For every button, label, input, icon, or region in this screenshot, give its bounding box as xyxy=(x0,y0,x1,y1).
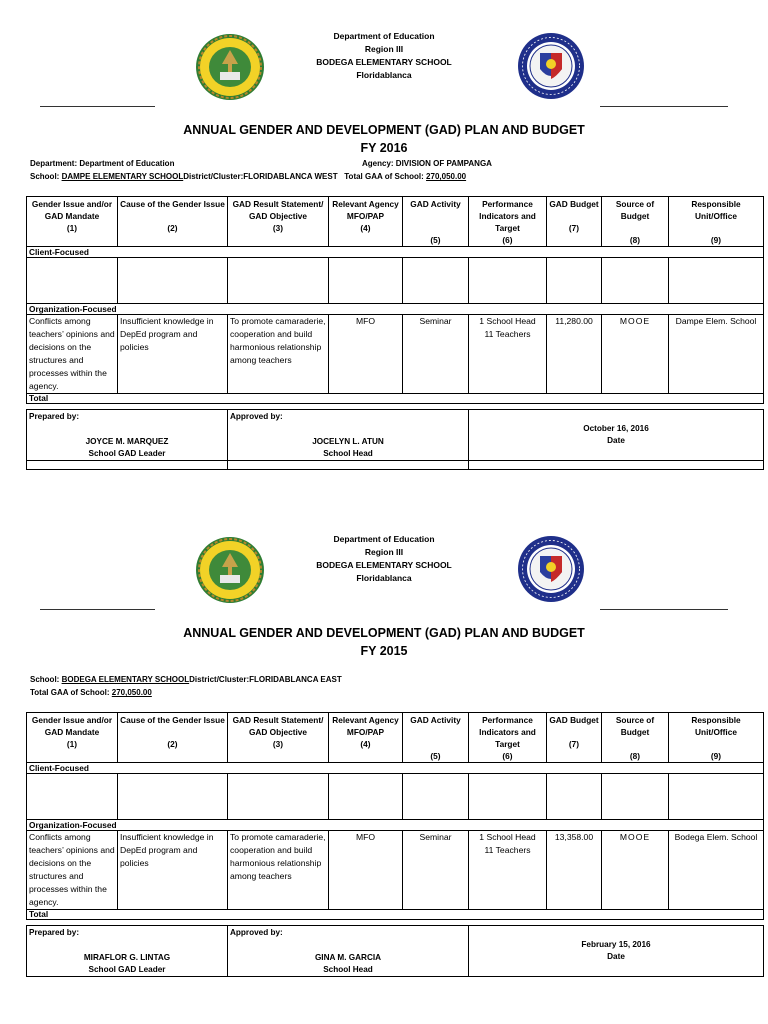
objective-cell: To promote camaraderie, cooperation and build harmonious relationship among teachers xyxy=(228,315,329,394)
table-row xyxy=(27,258,764,304)
issue-cell: Conflicts among teachers’ opinions and decisions on the structures and processes within the agency. xyxy=(27,831,118,910)
mfo-cell: MFO xyxy=(329,831,403,910)
source-cell: MOOE xyxy=(602,831,669,910)
section-label: Organization-Focused xyxy=(27,820,764,831)
col-header: Cause of the Gender Issue (2) xyxy=(118,197,228,247)
col-header: GAD Budget (7) xyxy=(547,197,602,247)
org-focused-row xyxy=(27,304,764,315)
date-label: Date xyxy=(607,952,625,961)
letterhead xyxy=(0,529,768,609)
approved-role: School Head xyxy=(323,965,373,974)
org-focused-row xyxy=(27,820,764,831)
sign-date: February 15, 2016 xyxy=(581,940,651,949)
school-label: School: xyxy=(30,675,60,684)
col-header: Cause of the Gender Issue (2) xyxy=(118,713,228,763)
total-label: Total xyxy=(27,910,764,920)
plan-title: ANNUAL GENDER AND DEVELOPMENT (GAD) PLAN AND BUDGET xyxy=(183,123,585,137)
fiscal-year: FY 2016 xyxy=(360,141,408,155)
header-rule-left xyxy=(40,609,155,610)
school-value: DAMPE ELEMENTARY SCHOOL xyxy=(61,172,184,181)
gaa-value: 270,050.00 xyxy=(426,172,467,181)
total-row xyxy=(27,910,764,920)
prepared-name: MIRAFLOR G. LINTAG xyxy=(83,953,171,962)
col-header: Source of Budget (8) xyxy=(602,713,669,763)
header-rule-right xyxy=(600,609,728,610)
dept-name: Department of Education xyxy=(333,534,435,544)
header-rule-left xyxy=(40,106,155,107)
agency-line xyxy=(362,159,492,168)
signatories-table xyxy=(26,409,764,470)
prepared-role: School GAD Leader xyxy=(88,965,166,974)
school-line xyxy=(30,172,466,181)
gad-plan-table xyxy=(26,196,764,404)
approved-by-cell: Approved by: JOCELYN L. ATUN School Head xyxy=(228,410,469,461)
agency-value: DIVISION OF PAMPANGA xyxy=(395,159,492,168)
fiscal-year: FY 2015 xyxy=(360,644,408,658)
col-header: Relevant Agency MFO/PAP (4) xyxy=(329,713,403,763)
col-header: GAD Result Statement/ GAD Objective (3) xyxy=(228,713,329,763)
plan-title: ANNUAL GENDER AND DEVELOPMENT (GAD) PLAN AND BUDGET xyxy=(183,626,585,640)
agency-label: Agency: xyxy=(362,159,394,168)
gad-plan-table xyxy=(26,712,764,920)
approved-name: GINA M. GARCIA xyxy=(314,953,382,962)
signatories-table xyxy=(26,925,764,977)
letterhead-text xyxy=(0,533,768,585)
total-label: Total xyxy=(27,394,764,404)
table-row xyxy=(27,774,764,820)
col-header: Responsible Unit/Office (9) xyxy=(669,713,764,763)
school-name: BODEGA ELEMENTARY SCHOOL xyxy=(316,57,452,67)
mfo-cell: MFO xyxy=(329,315,403,394)
approved-role: School Head xyxy=(323,449,373,458)
district-value: District/Cluster:FLORIDABLANCA EAST xyxy=(189,675,342,684)
table-header-row xyxy=(27,713,764,763)
col-header: GAD Activity (5) xyxy=(403,197,469,247)
department-label: Department: Department of Education xyxy=(30,159,175,168)
activity-cell: Seminar xyxy=(403,831,469,910)
table-row xyxy=(27,831,764,910)
objective-cell: To promote camaraderie, cooperation and build harmonious relationship among teachers xyxy=(228,831,329,910)
col-header: Gender Issue and/or GAD Mandate (1) xyxy=(27,713,118,763)
cause-cell: Insufficient knowledge in DepEd program and policies xyxy=(118,315,228,394)
prepared-by-cell: Prepared by: MIRAFLOR G. LINTAG School GAD Leader xyxy=(27,926,228,977)
sign-date: October 16, 2016 xyxy=(583,424,649,433)
town-name: Floridablanca xyxy=(356,70,412,80)
source-cell: MOOE xyxy=(602,315,669,394)
gaa-value: 270,050.00 xyxy=(111,688,152,697)
district-value: District/Cluster:FLORIDABLANCA WEST xyxy=(183,172,338,181)
section-label: Client-Focused xyxy=(27,247,764,258)
prepared-by-cell: Prepared by: JOYCE M. MARQUEZ School GAD Leader xyxy=(27,410,228,461)
town-name: Floridablanca xyxy=(356,573,412,583)
school-value: BODEGA ELEMENTARY SCHOOL xyxy=(61,675,190,684)
date-cell xyxy=(469,926,764,977)
col-header: Performance Indicators and Target (6) xyxy=(469,197,547,247)
section-label: Client-Focused xyxy=(27,763,764,774)
date-cell xyxy=(469,410,764,461)
approved-name: JOCELYN L. ATUN xyxy=(312,437,384,446)
prepared-role: School GAD Leader xyxy=(88,449,166,458)
total-row xyxy=(27,394,764,404)
col-header: Source of Budget (8) xyxy=(602,197,669,247)
gaa-line xyxy=(30,688,152,697)
gaa-label: Total GAA of School: xyxy=(344,172,424,181)
letterhead-text xyxy=(0,30,768,82)
deped-seal-logo xyxy=(516,31,586,101)
section-label: Organization-Focused xyxy=(27,304,764,315)
header-rule-right xyxy=(600,106,728,107)
table-row xyxy=(27,315,764,394)
letterhead xyxy=(0,26,768,106)
unit-cell: Bodega Elem. School xyxy=(669,831,764,910)
region-name: Region III xyxy=(364,44,404,54)
budget-cell: 11,280.00 xyxy=(547,315,602,394)
date-label: Date xyxy=(607,436,625,445)
col-header: GAD Activity (5) xyxy=(403,713,469,763)
issue-cell: Conflicts among teachers’ opinions and decisions on the structures and processes within the agency. xyxy=(27,315,118,394)
region-name: Region III xyxy=(364,547,404,557)
cause-cell: Insufficient knowledge in DepEd program and policies xyxy=(118,831,228,910)
department-line xyxy=(30,159,174,168)
col-header: GAD Result Statement/ GAD Objective (3) xyxy=(228,197,329,247)
col-header: Responsible Unit/Office (9) xyxy=(669,197,764,247)
col-header: Relevant Agency MFO/PAP (4) xyxy=(329,197,403,247)
activity-cell: Seminar xyxy=(403,315,469,394)
client-focused-row xyxy=(27,763,764,774)
prepared-name: JOYCE M. MARQUEZ xyxy=(85,437,169,446)
unit-cell: Dampe Elem. School xyxy=(669,315,764,394)
client-focused-row xyxy=(27,247,764,258)
school-line xyxy=(30,675,342,684)
budget-cell: 13,358.00 xyxy=(547,831,602,910)
dept-name: Department of Education xyxy=(333,31,435,41)
table-header-row xyxy=(27,197,764,247)
col-header: Performance Indicators and Target (6) xyxy=(469,713,547,763)
deped-seal-logo xyxy=(516,534,586,604)
col-header: Gender Issue and/or GAD Mandate (1) xyxy=(27,197,118,247)
indicator-cell: 1 School Head 11 Teachers xyxy=(469,315,547,394)
col-header: GAD Budget (7) xyxy=(547,713,602,763)
school-name: BODEGA ELEMENTARY SCHOOL xyxy=(316,560,452,570)
indicator-cell: 1 School Head 11 Teachers xyxy=(469,831,547,910)
school-label: School: xyxy=(30,172,60,181)
approved-by-cell: Approved by: GINA M. GARCIA School Head xyxy=(228,926,469,977)
gaa-label: Total GAA of School: xyxy=(30,688,110,697)
